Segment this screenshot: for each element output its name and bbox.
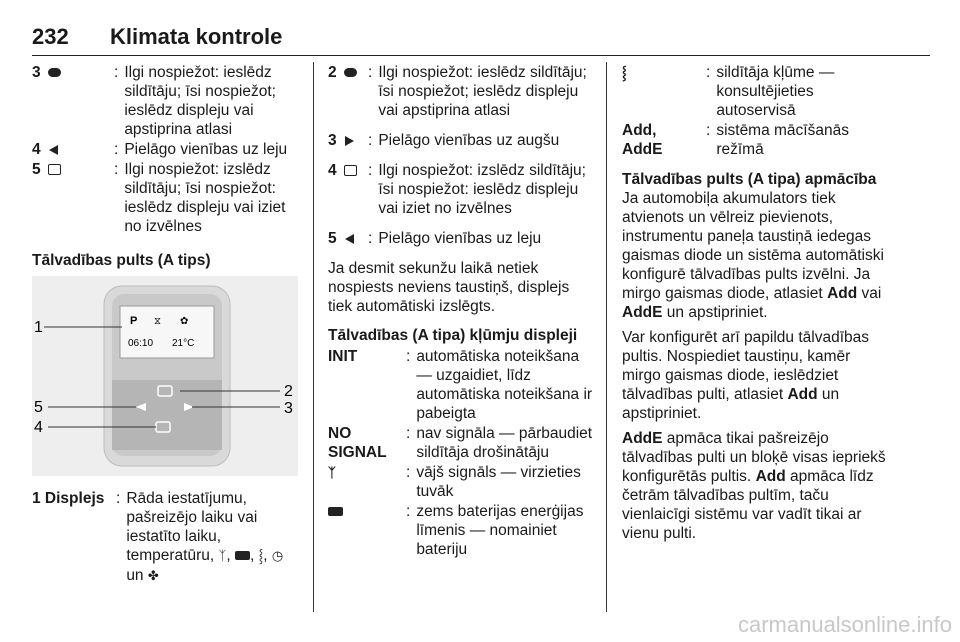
fan-icon: ✿: [180, 316, 189, 327]
remote-control-figure: [32, 276, 298, 476]
fan-icon: ✤: [147, 569, 159, 584]
display-p: P: [130, 315, 138, 327]
list-item: 3 : Ilgi nospiežot: ieslēdz sildītāju; īsi nospiežot; ieslēdz displeju vai apstiprina atlasi: [32, 64, 276, 138]
callout-3: 3: [284, 400, 293, 417]
heater-icon: ⸾: [622, 66, 627, 81]
definition-row: ⸾ : sildītāja kļūme — konsultējieties autoservisā: [622, 64, 835, 119]
definition-row: INIT : automātiska noteikšana — uzgaidiet, līdz automātiska noteikšana ir pabeigta: [328, 348, 593, 422]
filled-dot-icon: [344, 68, 357, 77]
heater-icon: ⧖: [154, 316, 162, 327]
battery-icon: [235, 551, 250, 560]
definition-row: ᛉ : vājš signāls — virzieties tuvāk: [328, 464, 581, 500]
antenna-icon: ᛉ: [218, 549, 227, 564]
callout-5: 5: [34, 399, 43, 416]
battery-icon: [328, 507, 343, 516]
figure-heading: Tālvadības pults (A tips): [32, 252, 211, 269]
display-time: 06:10: [128, 338, 154, 349]
definition-row: NO SIGNAL : nav signāla — pārbaudiet sildītāja drošinātāju: [328, 425, 593, 461]
page-title: Klimata kontrole: [110, 24, 283, 49]
rectangle-icon: [48, 164, 61, 175]
list-item: 3 : Pielāgo vienības uz augšu: [328, 132, 560, 149]
paragraph: Var konfigurēt arī papildu tālvadības pultis. Nospiediet taustiņu, kamēr mirgo gaismas diode, ieslēdziet tālvadības pulti, atlasiet Add un apstipriniet.: [622, 329, 870, 422]
left-triangle-icon: [345, 234, 354, 244]
callout-2: 2: [284, 383, 293, 400]
right-triangle-icon: [345, 136, 354, 146]
watermark: carmanualsonline.info: [737, 612, 952, 637]
list-item: 5 : Ilgi nospiežot: izslēdz sildītāju; īsi nospiežot: ieslēdz displeju vai iziet no izvēlnes: [32, 161, 286, 235]
antenna-icon: ᛉ: [328, 466, 336, 481]
filled-dot-icon: [48, 68, 61, 77]
header-rule: [32, 55, 930, 56]
page-header: [32, 24, 282, 50]
definition-row: : zems baterijas enerģijas līmenis — nomainiet bateriju: [328, 502, 593, 559]
left-triangle-icon: [49, 145, 58, 155]
paragraph: Ja desmit sekunžu laikā netiek nospiests neviens taustiņš, displejs tiek automātiski izslēgts.: [328, 260, 570, 315]
section-heading: Tālvadības pults (A tipa) apmācība: [622, 171, 877, 188]
rectangle-icon: [344, 165, 357, 176]
column-3: [622, 63, 890, 543]
column-divider: [606, 62, 607, 612]
display-temperature: 21°C: [172, 338, 195, 349]
section-heading: Tālvadības (A tipa) kļūmju displeji: [328, 327, 578, 344]
column-2: [328, 63, 593, 560]
column-divider: [313, 62, 314, 612]
paragraph: AddE apmāca tikai pašreizējo tālvadības pulti un bloķē visas iepriekš konfigurētās pultis. Add apmāca līdz četrām tālvadības pultīm, taču vienlaicīgi sistēmu var vadīt tikai ar vienu pulti.: [622, 430, 886, 542]
clock-icon: ◷: [271, 549, 284, 564]
page-number: 232: [32, 24, 69, 49]
heater-icon: ⸾: [258, 549, 264, 564]
list-item: 2 : Ilgi nospiežot: ieslēdz sildītāju; īsi nospiežot; ieslēdz displeju vai apstiprina atlasi: [328, 64, 587, 119]
callout-4: 4: [34, 419, 43, 436]
callout-1: 1: [34, 319, 43, 336]
definition-row: Add, AddE : sistēma mācīšanās režīmā: [622, 122, 849, 158]
list-item: 4 : Pielāgo vienības uz leju: [32, 141, 288, 158]
list-item: 5 : Pielāgo vienības uz leju: [328, 230, 542, 247]
paragraph: Ja automobiļa akumulators tiek atvienots un vēlreiz pievienots, instrumentu paneļa taustiņā iedegas gaismas diode un sistēma automātiski konfigurē tālvadības pults izvēlni. Ja mirgo gaismas diode, atlasiet Add vai AddE un apstipriniet.: [622, 190, 884, 321]
list-item: 4 : Ilgi nospiežot: izslēdz sildītāju; īsi nospiežot: ieslēdz displeju vai iziet no izvēlnes: [328, 162, 586, 217]
column-1: [32, 63, 298, 587]
list-item: 1 Displejs : Rāda iestatījumu, pašreizējo laiku vai iestatīto laiku, temperatūru, ᛉ, , ⸾, ◷ un ✤: [32, 490, 284, 584]
